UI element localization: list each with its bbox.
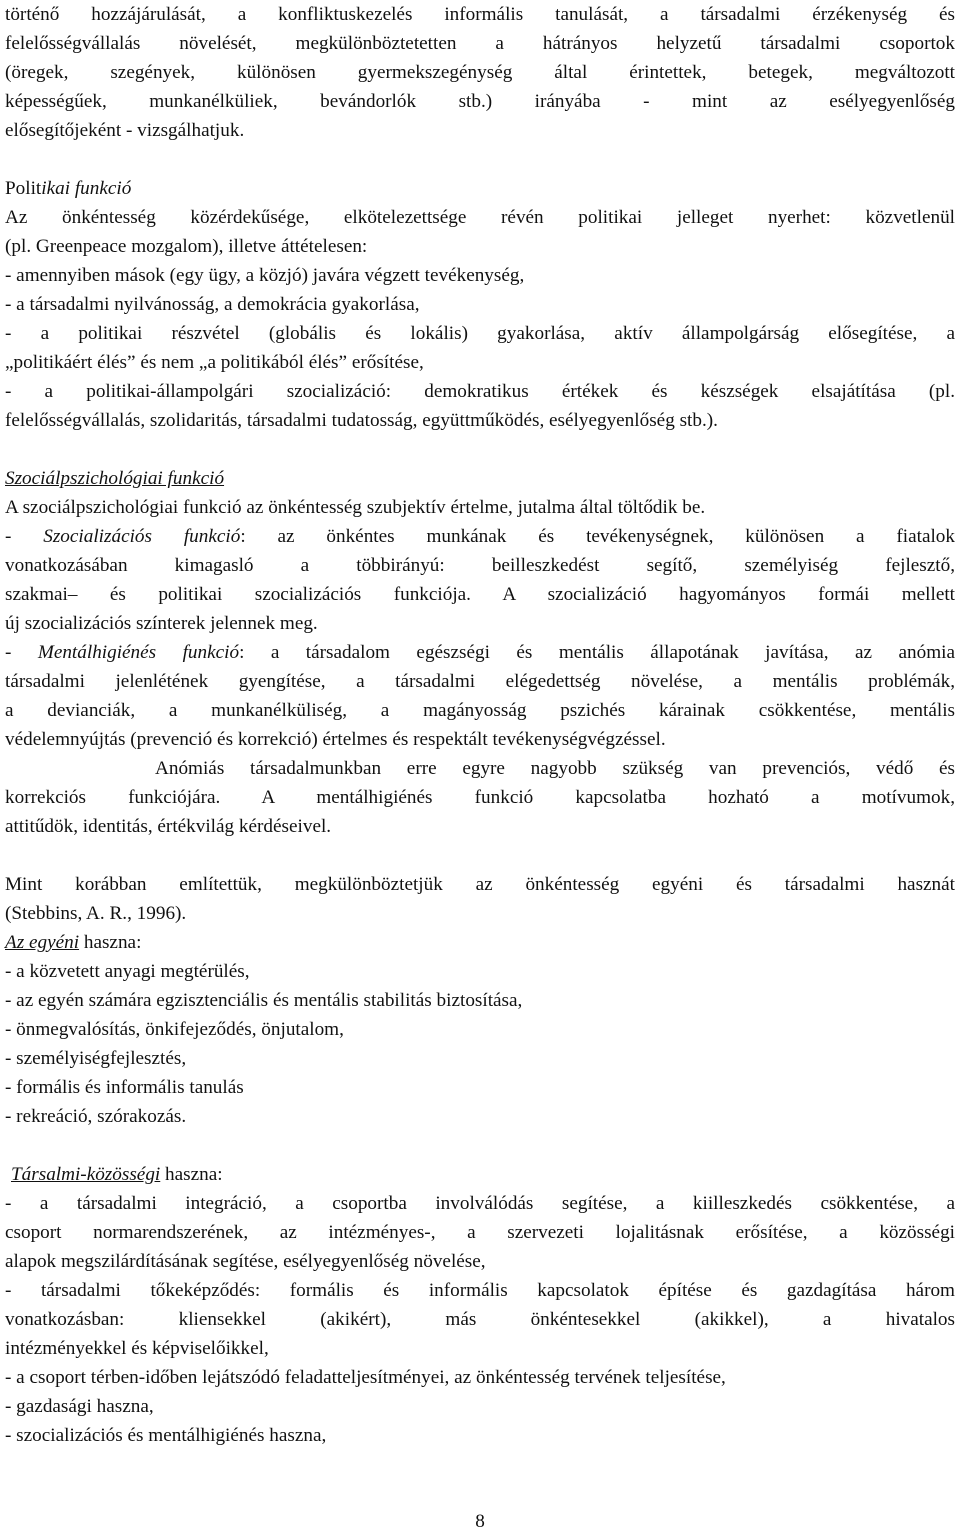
heading-part: ikai funkció	[41, 178, 132, 199]
term-szocializacios: Szocializációs funkció	[43, 526, 241, 547]
intro-paragraph	[5, 0, 955, 145]
text-part: : a társadalom egészségi és mentális állapotának javítása, az anómia	[239, 642, 955, 663]
list-item: - a politikai-állampolgári szocializáció: demokratikus értékek és készségek elsajátítása (pl.	[5, 381, 955, 402]
list-item: - szocializációs és mentálhigiénés haszna,	[5, 1425, 327, 1446]
text-line: Anómiás társadalmunkban erre egyre nagyobb szükség van prevenciós, védő és	[155, 758, 955, 779]
heading-part: Polit	[5, 178, 42, 199]
list-item: - a politikai részvétel (globális és lokális) gyakorlása, aktív állampolgárság elősegítése, a	[5, 323, 955, 344]
section-heading-szocialpszich: Szociálpszichológiai funkció	[5, 468, 225, 489]
text-line: (Stebbins, A. R., 1996).	[5, 903, 187, 924]
list-item: - amennyiben mások (egy ügy, a közjó) javára végzett tevékenység,	[5, 265, 525, 286]
szocialpszich-section	[5, 464, 955, 841]
haszon-section	[5, 870, 955, 1450]
text-line: korrekciós funkciójára. A mentálhigiénés funkció kapcsolatba hozható a motívumok,	[5, 787, 955, 808]
subheading-rest: haszna:	[160, 1164, 223, 1185]
list-item: - társadalmi tőkeképződés: formális és informális kapcsolatok építése és gazdagítása három	[5, 1280, 955, 1301]
subheading-label: Az egyéni	[5, 932, 80, 953]
politikai-section	[5, 174, 955, 435]
text-line: Az önkéntesség közérdekűsége, elkötelezettsége révén politikai jelleget nyerhet: közvetlenül	[5, 207, 955, 228]
text-line: Mint korábban említettük, megkülönböztetjük az önkéntesség egyéni és társadalmi hasznát	[5, 874, 955, 895]
text-line: felelősségvállalás növelését, megkülönböztetetten a hátrányos helyzetű társadalmi csoportok	[5, 33, 955, 54]
text-line: csoport normarendszerének, az intézményes-, a szervezeti lojalitásnak erősítése, a közösségi	[5, 1222, 955, 1243]
text-line: történő hozzájárulását, a konfliktuskezelés informális tanulását, a társadalmi érzékenység és	[5, 4, 955, 25]
text-line: (pl. Greenpeace mozgalom), illetve áttételesen:	[5, 236, 368, 257]
list-item: - a társadalmi nyilvánosság, a demokrácia gyakorlása,	[5, 294, 420, 315]
text-line: védelemnyújtás (prevenció és korrekció) értelmes és respektált tevékenységvégzéssel.	[5, 729, 666, 750]
text-line: „politikáért élés” és nem „a politikából élés” erősítése,	[5, 352, 424, 373]
text-line: szakmai– és politikai szocializációs funkciója. A szocializáció hagyományos formái mellett	[5, 584, 955, 605]
text-line	[5, 522, 955, 551]
text-line: vonatkozásában kimagasló a többirányú: beilleszkedést segítő, személyiség fejlesztő,	[5, 555, 955, 576]
text-line: felelősségvállalás, szolidaritás, társadalmi tudatosság, együttműködés, esélyegyenlőség stb.).	[5, 410, 718, 431]
text-line: vonatkozásban: kliensekkel (akikért), más önkéntesekkel (akikkel), a hivatalos	[5, 1309, 955, 1330]
dash: -	[5, 642, 38, 663]
list-item: - gazdasági haszna,	[5, 1396, 154, 1417]
list-item: - önmegvalósítás, önkifejeződés, önjutalom,	[5, 1019, 344, 1040]
term-mentalhigienes: Mentálhigiénés funkció	[37, 642, 240, 663]
subheading-label: Társalmi-közösségi	[11, 1164, 161, 1185]
text-line: attitűdök, identitás, értékvilág kérdéseivel.	[5, 816, 332, 837]
text-line: képességűek, munkanélküliek, bevándorlók stb.) irányába - mint az esélyegyenlőség	[5, 91, 955, 112]
text-line: új szocializációs színterek jelennek meg.	[5, 613, 318, 634]
text-line: elősegítőjeként - vizsgálhatjuk.	[5, 120, 245, 141]
list-item: - a közvetett anyagi megtérülés,	[5, 961, 250, 982]
text-line: a devianciák, a munkanélküliség, a magányosság pszichés kárainak csökkentése, mentális	[5, 700, 955, 721]
list-item: - az egyén számára egzisztenciális és mentális stabilitás biztosítása,	[5, 990, 523, 1011]
list-item: - a csoport térben-időben lejátszódó feladatteljesítményei, az önkéntesség tervének teljesítése,	[5, 1367, 726, 1388]
text-line: A szociálpszichológiai funkció az önkéntesség szubjektív értelme, jutalma által töltődik be.	[5, 497, 706, 518]
list-item: - személyiségfejlesztés,	[5, 1048, 187, 1069]
text-line	[5, 638, 955, 667]
list-item: - a társadalmi integráció, a csoportba involválódás segítése, a kiilleszkedés csökkentése, a	[5, 1193, 955, 1214]
text-line: társadalmi jelenlétének gyengítése, a társadalmi elégedettség növelése, a mentális problémák,	[5, 671, 955, 692]
section-heading-politikai	[5, 174, 955, 203]
list-item: - rekreáció, szórakozás.	[5, 1106, 187, 1127]
text-line: (öregek, szegények, különösen gyermekszegénység által érintettek, betegek, megváltozott	[5, 62, 955, 83]
dash: -	[5, 526, 44, 547]
list-item: - formális és informális tanulás	[5, 1077, 244, 1098]
text-line: intézményekkel és képviselőikkel,	[5, 1338, 269, 1359]
text-part: : az önkéntes munkának és tevékenységnek, különösen a fiatalok	[240, 526, 955, 547]
page-number: 8	[475, 1511, 485, 1532]
text-line: alapok megszilárdításának segítése, esélyegyenlőség növelése,	[5, 1251, 486, 1272]
subheading-rest: haszna:	[79, 932, 142, 953]
subheading-tarsas	[5, 1160, 955, 1189]
document-page	[5, 0, 955, 1450]
subheading-egyeni	[5, 928, 955, 957]
